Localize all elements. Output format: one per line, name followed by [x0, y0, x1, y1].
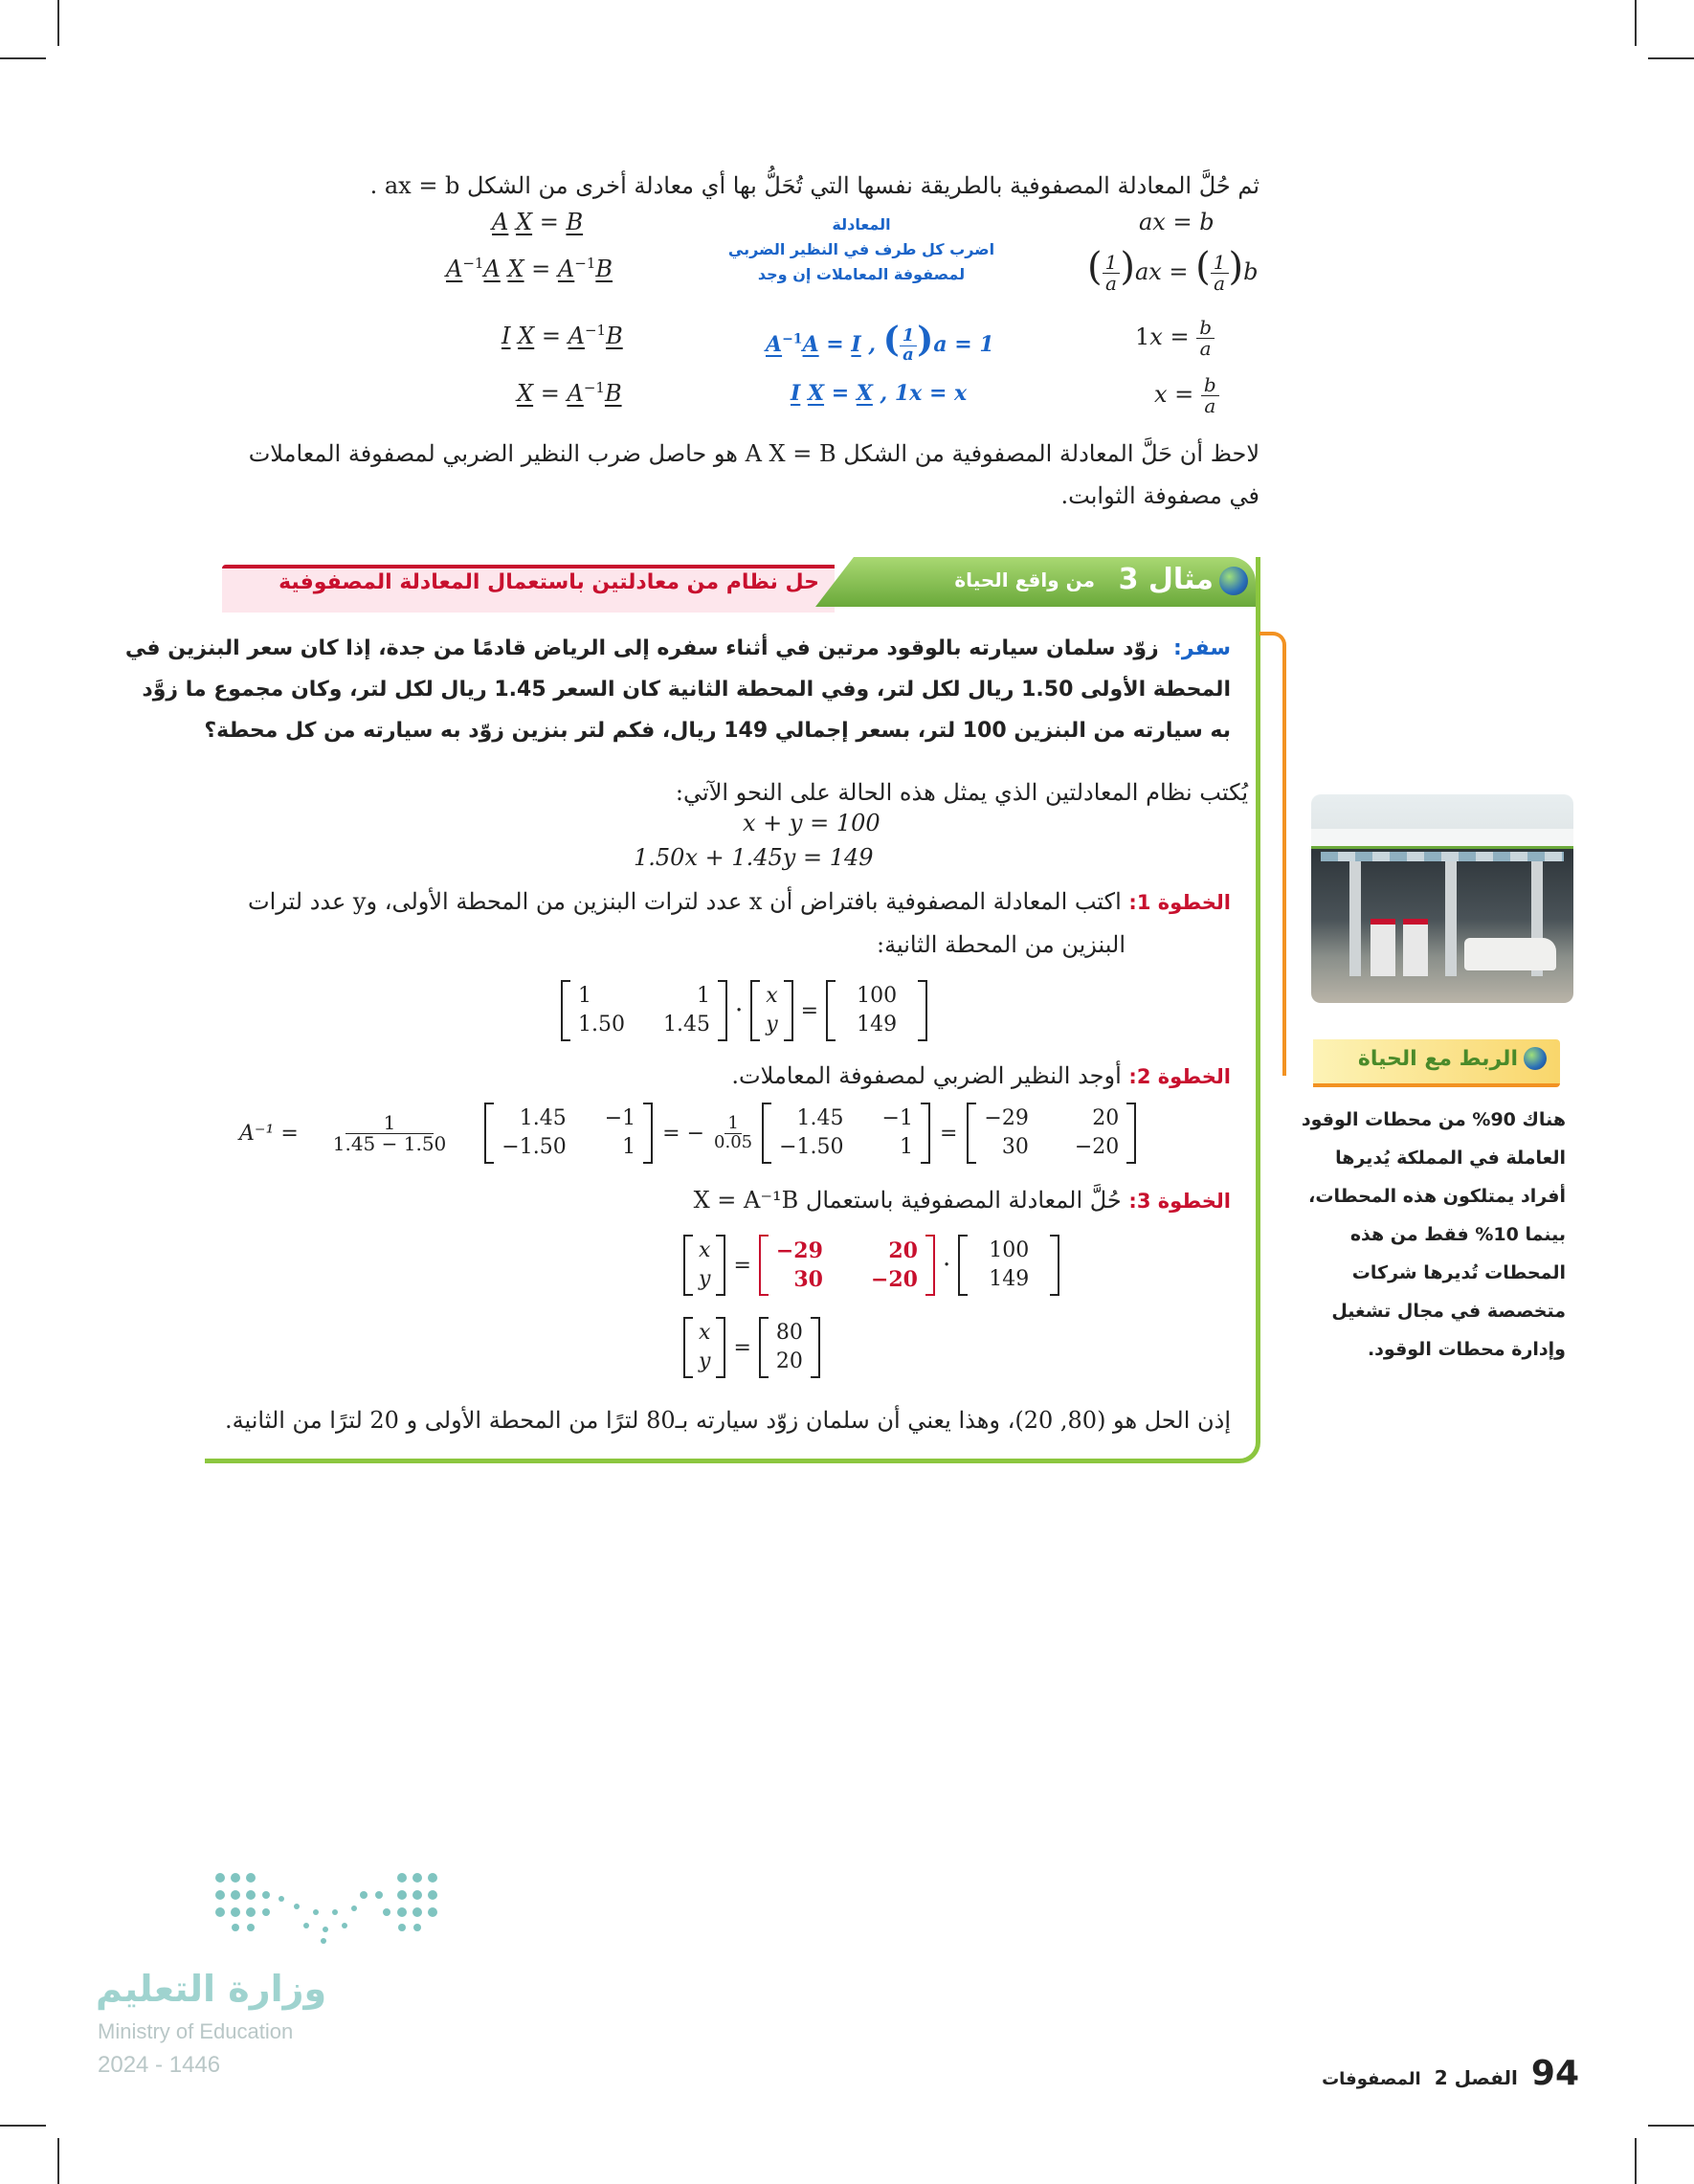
matrix-eq-4: $X = A^{-1}B$ — [517, 379, 622, 407]
adjugate-matrix: 1.45 −1 −1.50 1 — [484, 1103, 653, 1164]
note-paragraph — [220, 433, 1259, 517]
crop-mark — [57, 2138, 59, 2184]
crop-mark — [1648, 57, 1694, 59]
equation-1: x + y = 100 — [743, 810, 880, 836]
step-2-key: الخطوة 2: — [1128, 1065, 1231, 1088]
page-number: 94 — [1530, 2054, 1579, 2093]
ministry-logo-icon — [211, 1868, 450, 1945]
scalar-eq-1: ax = b — [1139, 209, 1215, 235]
ministry-logo-dots — [211, 1868, 450, 1945]
note-line-2: في مصفوفة الثوابت. — [1060, 482, 1259, 509]
scalar-eq-2: ( $\frac{1}{a}$ )ax = ( $\frac{1}{a}$ )b — [1087, 245, 1259, 295]
adjugate-matrix-2: 1.45 −1 −1.50 1 — [762, 1103, 930, 1164]
inverse-computation: A⁻¹ = $\frac{1}{1.45 - 1.50}$ 1.45 −1 −1.50 1 = − $\frac{1}{0.05}$ 1.45 −1 −1.50 1 = −29 20 30 −20 — [239, 1103, 1136, 1164]
inverse-matrix-red: −29 20 30 −20 — [759, 1235, 935, 1296]
step-3 — [536, 1179, 1231, 1222]
scalar-eq-4: x = $\frac{b}{a}$ — [1154, 375, 1219, 416]
problem-line-2: المحطة الأولى 1.50 ريال لكل لتر، وفي المحطة الثانية كان السعر 1.45 ريال لكل لتر، وكان مجموع ما زوَّد — [142, 678, 1231, 702]
crop-mark — [1635, 2138, 1637, 2184]
inverse-fraction-1: $\frac{1}{1.45 - 1.50}$ — [332, 1110, 447, 1155]
example-label: مثال 3 — [1118, 563, 1214, 596]
footer — [1244, 2054, 1579, 2093]
step-1-key: الخطوة 1: — [1128, 891, 1231, 914]
crop-mark — [0, 57, 46, 59]
gas-station-photo — [1311, 794, 1573, 1003]
step-1-line-1: اكتب المعادلة المصفوفية بافتراض أن x عدد لترات البنزين من المحطة الأولى، وy عدد لترات — [248, 888, 1122, 915]
result-equation: x y = 80 20 — [683, 1317, 820, 1378]
label-equation: المعادلة — [832, 215, 891, 234]
crop-mark — [57, 0, 59, 46]
example-tag: من واقع الحياة — [954, 568, 1095, 591]
ministry-english: Ministry of Education — [98, 2019, 294, 2043]
matrix-eq-3: I $X = A^{-1}B$ — [502, 322, 623, 349]
step-2-text: أوجد النظير الضربي لمصفوفة المعاملات. — [731, 1062, 1122, 1089]
step-1 — [226, 880, 1231, 966]
ainv-label: A⁻¹ = — [239, 1121, 299, 1146]
coef-matrix: 1 1 1.50 1.45 — [561, 980, 727, 1041]
equation-2: 1.50x + 1.45y = 149 — [634, 844, 874, 871]
inverse-fraction-2: $\frac{1}{0.05}$ — [714, 1112, 753, 1152]
matrix-equation-step1: 1 1 1.50 1.45 · x y = 100 149 — [561, 980, 927, 1041]
step-3-key: الخطوة 3: — [1128, 1190, 1231, 1213]
globe-icon — [1524, 1047, 1547, 1070]
crop-mark — [1648, 2125, 1694, 2127]
crop-mark — [0, 2125, 46, 2127]
intro-line: ثم حُلَّ المعادلة المصفوفية بالطريقة نفسها التي تُحَلُّ بها أي معادلة أخرى من الشكل ax = b . — [369, 172, 1259, 199]
var-vector: x y — [750, 980, 792, 1041]
matrix-eq-2: $A^{-1}A$ $X = A^{-1}B$ — [446, 255, 613, 282]
example-header — [222, 557, 1259, 611]
connector-line — [1259, 632, 1286, 1076]
const-vector: 100 149 — [826, 980, 927, 1041]
problem-line-1: زوّد سلمان سيارته بالوقود مرتين في أثناء سفره إلى الرياض قادمًا من جدة، إذا كان سعر البنزين في — [124, 636, 1159, 660]
sidebar-title: الربط مع الحياة — [1357, 1047, 1518, 1071]
problem-line-3: به سيارته من البنزين 100 لتر، بسعر إجمالي 149 ريال، فكم لتر بنزين زوّد به سيارته من كل محطة؟ — [204, 719, 1231, 743]
crop-mark — [1635, 0, 1637, 46]
result-vector: 80 20 — [759, 1317, 820, 1378]
problem-key: سفر: — [1173, 636, 1231, 660]
sidebar-text: هناك 90% من محطات الوقود العاملة في المملكة يُديرها أفراد يمتلكون هذه المحطات، بينما 10% فقط من هذه المحطات تُديرها شركات متخصصة في مجال تشغيل وإدارة محطات الوقود. — [1301, 1109, 1566, 1360]
example-title: حل نظام من معادلتين باستعمال المعادلة المصفوفية — [279, 570, 819, 594]
ministry-year: 2024 - 1446 — [98, 2052, 221, 2078]
step-1-line-2: البنزين من المحطة الثانية: — [877, 931, 1126, 958]
conclusion: إذن الحل هو (80, 20)، وهذا يعني أن سلمان زوّد سيارته بـ80 لترًا من المحطة الأولى و 20 لترًا من الثانية. — [224, 1407, 1231, 1434]
chapter-title: المصفوفات — [1322, 2069, 1421, 2089]
globe-icon — [1219, 567, 1248, 595]
step-2 — [536, 1055, 1231, 1098]
middle-row-4: I X = X , 1x = x — [791, 381, 968, 406]
middle-row-3: $A^{-1}A = I$ , ( $\frac{1}{a}$ )a = 1 — [766, 320, 994, 365]
solve-equation: x y = −29 20 30 −20 · 100 149 — [683, 1235, 1059, 1296]
note-line-1: لاحظ أن حَلَّ المعادلة المصفوفية من الشكل A X = B هو حاصل ضرب النظير الضربي لمصفوفة المعاملات — [248, 440, 1259, 467]
system-intro: يُكتب نظام المعادلتين الذي يمثل هذه الحالة على النحو الآتي: — [675, 779, 1248, 806]
derivation-labels — [689, 212, 1034, 287]
inverse-matrix: −29 20 30 −20 — [967, 1103, 1136, 1164]
scalar-eq-3: 1x = $\frac{b}{a}$ — [1135, 318, 1215, 359]
step-3-text: حُلَّ المعادلة المصفوفية باستعمال X = A⁻¹B — [693, 1187, 1122, 1214]
label-multiply: اضرب كل طرف في النظير الضربي — [727, 240, 995, 258]
ministry-arabic: وزارة التعليم — [96, 1968, 327, 2010]
chapter-label: الفصل 2 — [1434, 2066, 1518, 2089]
label-coef: لمصفوفة المعاملات إن وجد — [757, 265, 966, 283]
problem-paragraph — [124, 628, 1231, 751]
matrix-eq-1: A X = B — [492, 209, 584, 235]
